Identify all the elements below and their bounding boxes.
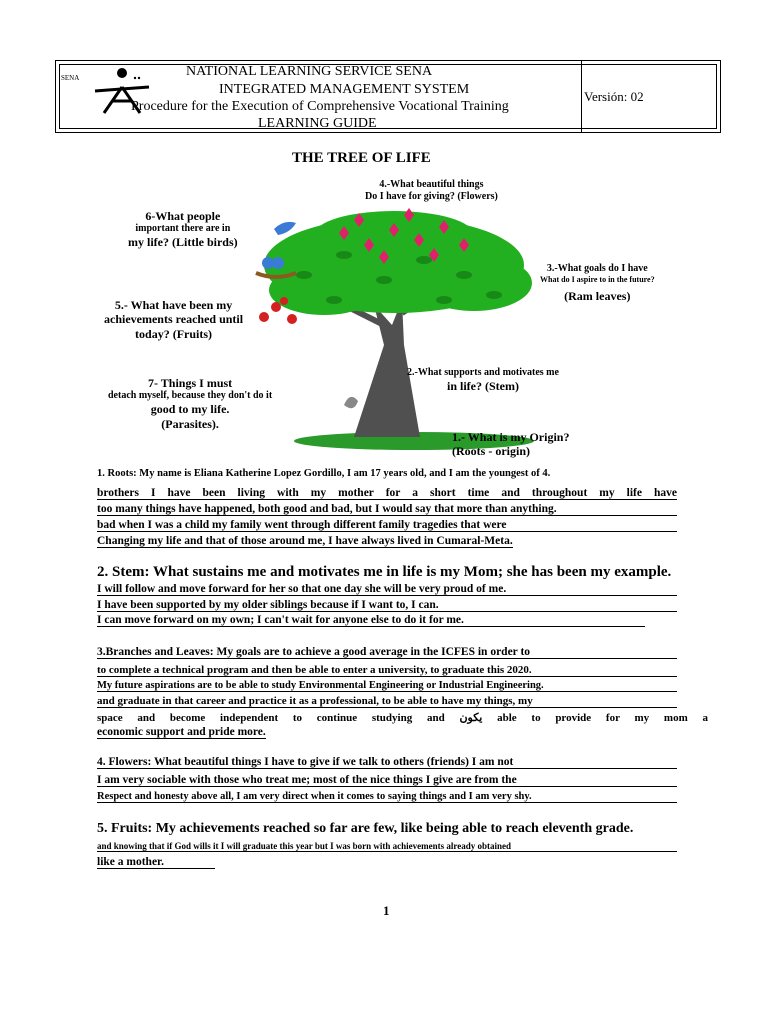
prompt-parasites-line3: good to my life.: [150, 402, 230, 417]
stem-line-2: I will follow and move forward for her so that one day she will be very proud of me.: [97, 583, 677, 596]
stem-line-4: I can move forward on my own; I can't wait for anyone else to do it for me.: [97, 614, 645, 627]
branches-line-6: economic support and pride more.: [97, 726, 266, 738]
branches-line-5-text: space and become independent to continue studying and يكون able to provide for my mom a: [97, 712, 708, 724]
fruits-heading: 5. Fruits: My achievements reached so far are few, like being able to reach eleventh grade.: [97, 821, 634, 836]
header-org: NATIONAL LEARNING SERVICE SENA: [186, 64, 433, 79]
flowers-line-3: Respect and honesty above all, I am very direct when it comes to saying things and I am very shy.: [97, 791, 677, 803]
header-divider: [581, 61, 582, 132]
prompt-birds-line2: important there are in: [135, 223, 231, 235]
stem-line-3: I have been supported by my older siblings because if I want to, I can.: [97, 599, 677, 612]
prompt-flowers-line1: 4.-What beautiful things: [379, 179, 484, 190]
prompt-parasites-line1: 7- Things I must: [148, 376, 233, 390]
header-system: INTEGRATED MANAGEMENT SYSTEM: [219, 82, 470, 97]
branches-line-4: and graduate in that career and practice it as a professional, to be able to have my things, my: [97, 695, 677, 708]
roots-line-4: bad when I was a child my family went through different family tragedies that were: [97, 519, 677, 532]
fruits-line-2: and knowing that if God wills it I will graduate this year but I was born with achievements already obtained: [97, 841, 677, 852]
branches-line-2: to complete a technical program and then be able to enter a university, to graduate this 2020.: [97, 664, 677, 677]
prompt-leaves: [540, 263, 655, 303]
prompt-roots-line1: 1.- What is my Origin?: [452, 430, 570, 444]
prompt-roots-line2: (Roots - origin): [452, 444, 530, 459]
page-title: THE TREE OF LIFE: [292, 150, 431, 166]
prompt-parasites: [108, 376, 272, 431]
branches-line-3: My future aspirations are to be able to study Environmental Engineering or Industrial Engineering.: [97, 680, 677, 692]
prompt-flowers-line2: Do I have for giving? (Flowers): [365, 191, 498, 202]
document-header: [55, 60, 721, 133]
header-procedure: Procedure for the Execution of Comprehensive Vocational Training: [131, 99, 509, 114]
prompt-fruits: [104, 298, 243, 341]
tree-illustration: [244, 205, 554, 455]
prompt-leaves-line2: What do I aspire to in the future?: [540, 275, 655, 284]
page-number: 1: [383, 903, 390, 918]
fruits-line-3: like a mother.: [97, 856, 215, 869]
prompt-birds-line1: 6-What people: [145, 209, 221, 223]
prompt-leaves-line1: 3.-What goals do I have: [546, 263, 648, 274]
stem-heading: 2. Stem: What sustains me and motivates me in life is my Mom; she has been my example.: [97, 564, 672, 580]
branches-heading: 3.Branches and Leaves: My goals are to achieve a good average in the ICFES in order to: [97, 646, 677, 659]
roots-line-5: Changing my life and that of those around me, I have always lived in Cumaral-Meta.: [97, 535, 513, 547]
prompt-fruits-line1: 5.- What have been my: [114, 298, 233, 312]
prompt-leaves-line3: (Ram leaves): [564, 288, 631, 303]
roots-line-2: [97, 487, 677, 500]
roots-line-1: 1. Roots: My name is Eliana Katherine Lopez Gordillo, I am 17 years old, and I am the youngest of 4.: [97, 468, 551, 479]
prompt-fruits-line2: achievements reached until: [104, 312, 244, 327]
roots-line-2-text: brothers I have been living with my mother for a short time and throughout my life have: [97, 487, 677, 499]
prompt-flowers: [365, 179, 498, 203]
roots-line-3: too many things have happened, both good and bad, but I would say that more than anything.: [97, 503, 677, 516]
prompt-parasites-line4: (Parasites).: [161, 416, 219, 431]
version-label: Versión: 02: [584, 89, 644, 104]
prompt-birds: [128, 209, 238, 250]
logo-text: SENA: [61, 74, 80, 82]
prompt-birds-line3: my life? (Little birds): [128, 235, 238, 250]
prompt-roots: [452, 430, 569, 459]
prompt-parasites-line2: detach myself, because they don't do it: [108, 390, 273, 402]
prompt-stem: [407, 367, 559, 393]
prompt-stem-line1: 2.-What supports and motivates me: [407, 367, 559, 378]
flowers-heading: 4. Flowers: What beautiful things I have to give if we talk to others (friends) I am not: [97, 756, 677, 769]
branches-line-5: [97, 711, 708, 724]
flowers-line-2: I am very sociable with those who treat me; most of the nice things I give are from the: [97, 774, 677, 787]
header-guide: LEARNING GUIDE: [258, 116, 377, 131]
prompt-fruits-line3: today? (Fruits): [135, 326, 213, 341]
prompt-stem-line2: in life? (Stem): [446, 379, 519, 393]
